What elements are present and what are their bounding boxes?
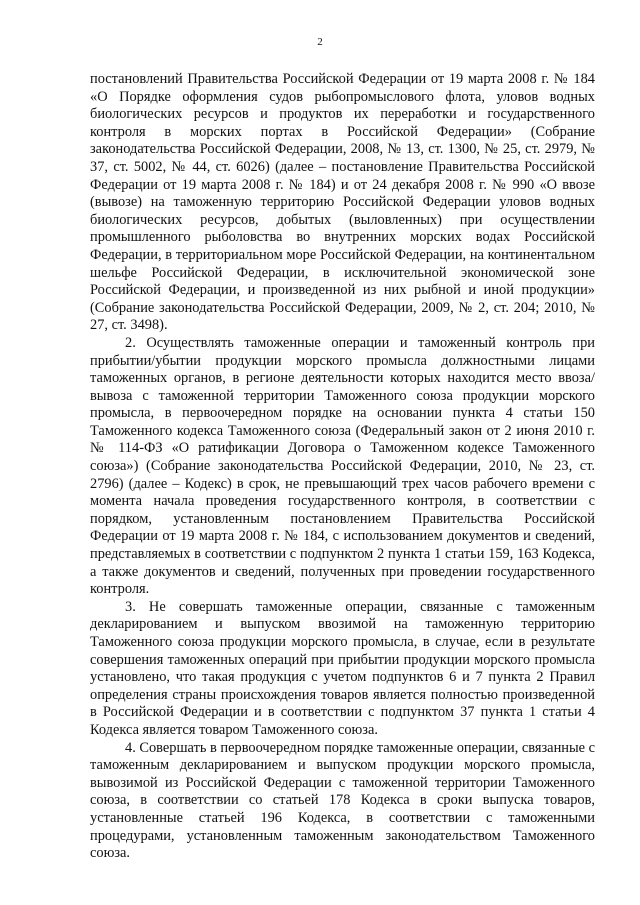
paragraph-continuation: постановлений Правительства Российской Федерации от 19 марта 2008 г. № 184 «О Порядке оформления судов рыбопромыслового флота, уловов водных биологических ресурсов и продуктов их переработки и государственного контроля в морских портах в Российской Федерации» (Собрание законодательства Российской Федерации, 2008, № 13, ст. 1300, № 25, ст. 2979, № 37, ст. 5002, № 44, ст. 6026) (далее – постановление Правительства Российской Федерации от 19 марта 2008 г. № 184) и от 24 декабря 2008 г. № 990 «О ввозе (вывозе) на таможенную территорию Российской Федерации уловов водных биологических ресурсов, добытых (выловленных) при осуществлении промышленного рыболовства во внутренних морских водах Российской Федерации, в территориальном море Российской Федерации, на континентальном шельфе Российской Федерации, в исключительной экономической зоне Российской Федерации, и произведенной из них рыбной и иной продукции» (Собрание законодательства Российской Федерации, 2009, № 2, ст. 204; 2010, № 27, ст. 3498). [90,71,595,334]
document-body [90,71,595,863]
paragraph-item-4: 4. Совершать в первоочередном порядке таможенные операции, связанные с таможенным декларированием и выпуском продукции морского промысла, вывозимой из Российской Федерации с таможенной территории Таможенного союза, в соответствии со статьей 178 Кодекса в сроки выпуска товаров, установленные статьей 196 Кодекса, в соответствии с таможенными процедурами, установленным таможенным законодательством Таможенного союза. [90,739,596,862]
paragraph-item-3: 3. Не совершать таможенные операции, связанные с таможенным декларированием и выпуском ввозимой на таможенную территорию Таможенного союза продукции морского промысла, в случае, если в результате совершения таможенных операций при прибытии продукции морского промысла установлено, что такая продукция с учетом подпунктов 6 и 7 пункта 2 Правил определения страны происхождения товаров является полностью произведенной в Российской Федерации и в соответствии с подпунктом 37 пункта 1 статьи 4 Кодекса является товаром Таможенного союза. [90,598,595,738]
paragraph-item-2: 2. Осуществлять таможенные операции и таможенный контроль при прибытии/убытии продукции морского промысла должностными лицами таможенных органов, в регионе деятельности которых находится место ввоза/вывоза с таможенной территории Таможенного союза продукции морского промысла, в первоочередном порядке на основании пункта 4 статьи 150 Таможенного кодекса Таможенного союза (Федеральный закон от 2 июня 2010 г. № 114-ФЗ «О ратификации Договора о Таможенном кодексе Таможенного союза») (Собрание законодательства Российской Федерации, 2010, № 23, ст. 2796) (далее – Кодекс) в срок, не превышающий трех часов рабочего времени с момента начала проведения государственного контроля, в соответствии с порядком, установленным постановлением Правительства Российской Федерации от 19 марта 2008 г. № 184, с использованием документов и сведений, представляемых в соответствии с подпунктом 2 пункта 1 статьи 159, 163 Кодекса, а также документов и сведений, полученных при проведении государственного контроля. [90,334,595,598]
page-number: 2 [317,36,323,48]
